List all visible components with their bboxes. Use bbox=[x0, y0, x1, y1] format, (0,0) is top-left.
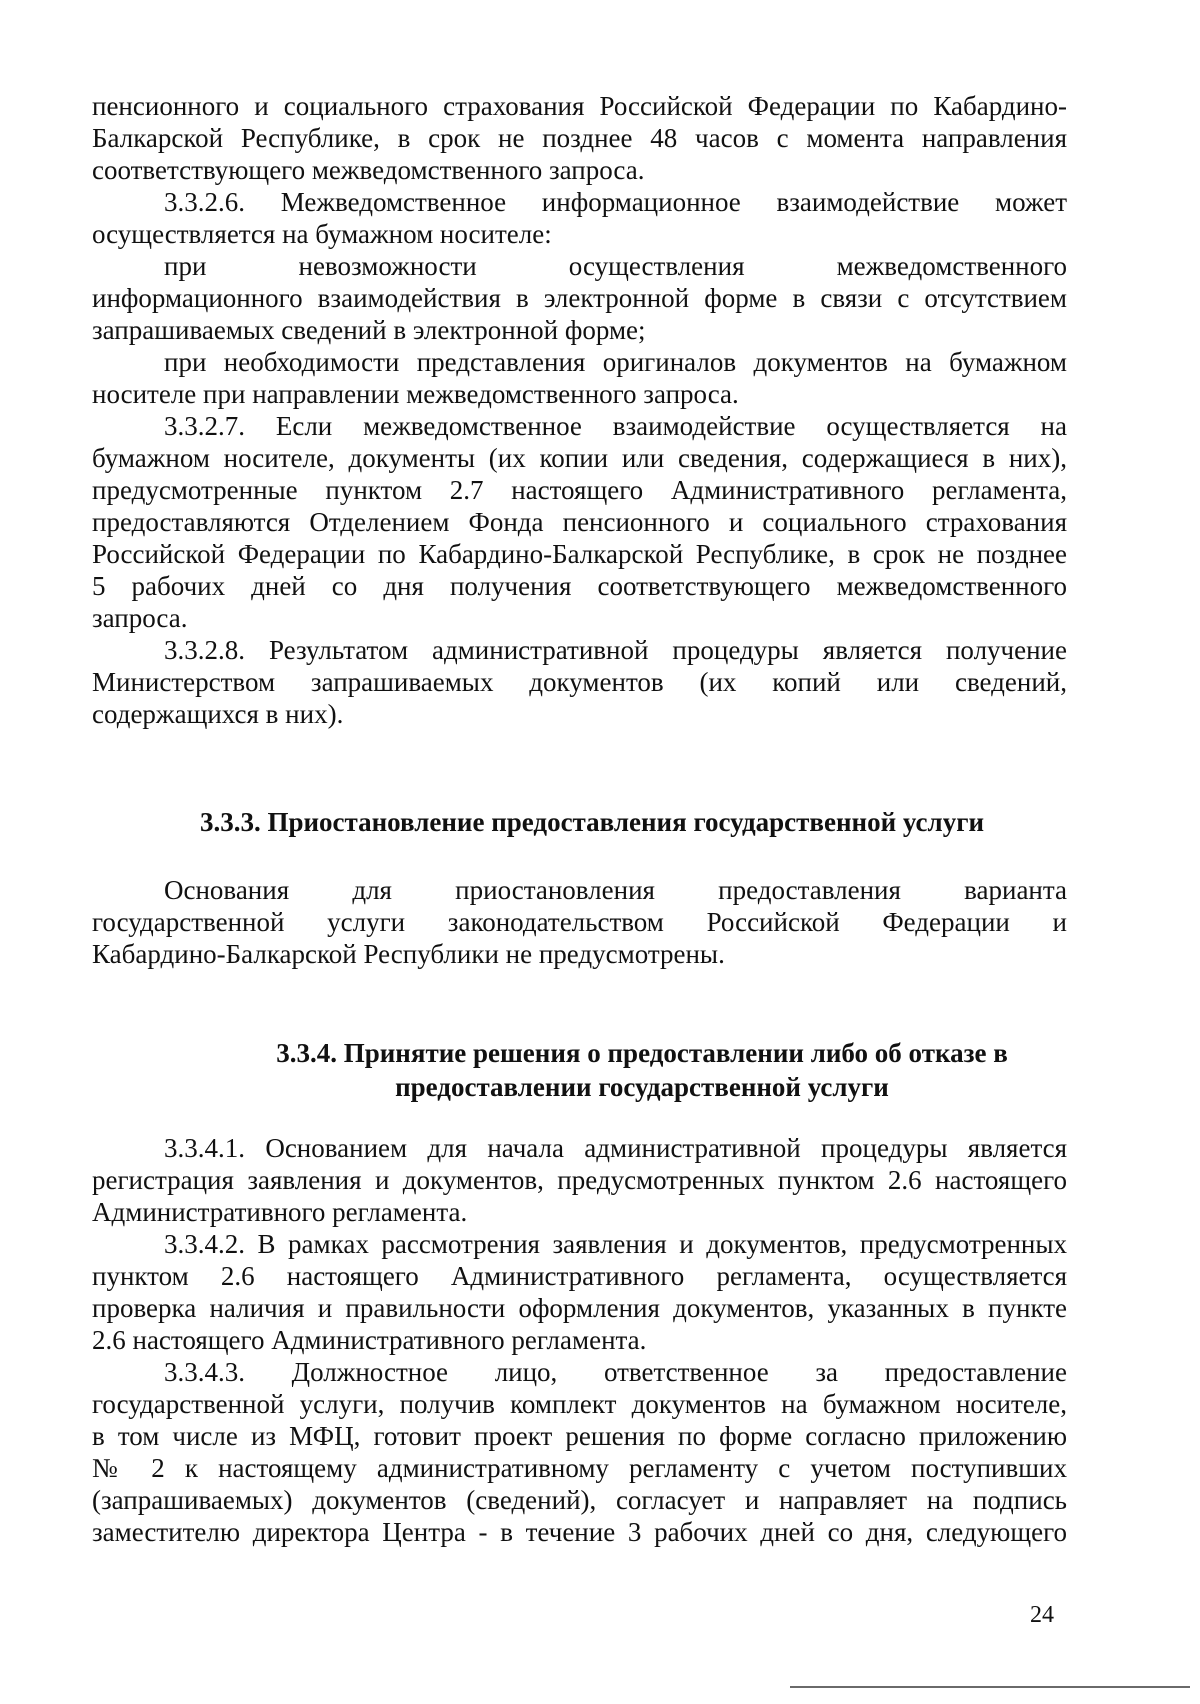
text-line: 2.6 настоящего Административного регламента. bbox=[92, 1325, 647, 1355]
text-line: запрашиваемых сведений в электронной форме; bbox=[92, 315, 646, 345]
text-line: Кабардино-Балкарской Республики не предусмотрены. bbox=[92, 939, 725, 969]
text-line: 3.3.4.1. Основанием для начала административной процедуры является bbox=[164, 1133, 1067, 1163]
text-line: (запрашиваемых) документов (сведений), согласует и направляет на подпись bbox=[92, 1485, 1067, 1515]
section-heading: 3.3.3. Приостановление предоставления государственной услуги bbox=[199, 807, 985, 837]
text-line: содержащихся в них). bbox=[92, 699, 344, 729]
text-line: запроса. bbox=[92, 603, 188, 633]
text-line: Основания для приостановления предоставления варианта bbox=[164, 875, 1067, 905]
text-line: соответствующего межведомственного запроса. bbox=[92, 155, 645, 185]
text-line: Административного регламента. bbox=[92, 1197, 468, 1227]
text-line: при невозможности осуществления межведомственного bbox=[164, 251, 1067, 281]
text-line: проверка наличия и правильности оформления документов, указанных в пункте bbox=[92, 1293, 1067, 1323]
text-line: заместителю директора Центра - в течение 3 рабочих дней со дня, следующего bbox=[92, 1517, 1067, 1547]
text-line: предоставляются Отделением Фонда пенсионного и социального страхования bbox=[92, 507, 1067, 537]
text-line: Министерством запрашиваемых документов (их копий или сведений, bbox=[92, 667, 1067, 697]
text-line: 3.3.2.6. Межведомственное информационное взаимодействие может bbox=[164, 187, 1067, 217]
text-line: 5 рабочих дней со дня получения соответствующего межведомственного bbox=[92, 571, 1067, 601]
text-line: предусмотренные пунктом 2.7 настоящего Административного регламента, bbox=[92, 475, 1067, 505]
text-line: № 2 к настоящему административному регламенту с учетом поступивших bbox=[92, 1453, 1067, 1483]
text-line: информационного взаимодействия в электронной форме в связи с отсутствием bbox=[92, 283, 1067, 313]
text-line: пенсионного и социального страхования Российской Федерации по Кабардино- bbox=[92, 91, 1067, 121]
text-line: пунктом 2.6 настоящего Административного регламента, осуществляется bbox=[92, 1261, 1067, 1291]
section-heading: 3.3.4. Принятие решения о предоставлении либо об отказе в bbox=[276, 1038, 1008, 1068]
text-line: осуществляется на бумажном носителе: bbox=[92, 219, 552, 249]
text-line: 3.3.2.7. Если межведомственное взаимодействие осуществляется на bbox=[164, 411, 1067, 441]
text-line: бумажном носителе, документы (их копии или сведения, содержащиеся в них), bbox=[92, 443, 1067, 473]
text-line: Балкарской Республике, в срок не позднее 48 часов с момента направления bbox=[92, 123, 1067, 153]
text-line: 3.3.4.2. В рамках рассмотрения заявления и документов, предусмотренных bbox=[164, 1229, 1067, 1259]
section-heading: предоставлении государственной услуги bbox=[395, 1072, 889, 1102]
text-line: при необходимости представления оригиналов документов на бумажном bbox=[164, 347, 1067, 377]
text-line: 3.3.2.8. Результатом административной процедуры является получение bbox=[164, 635, 1067, 665]
text-line: государственной услуги, получив комплект документов на бумажном носителе, bbox=[92, 1389, 1067, 1419]
text-line: Российской Федерации по Кабардино-Балкарской Республике, в срок не позднее bbox=[92, 539, 1067, 569]
text-line: регистрация заявления и документов, предусмотренных пунктом 2.6 настоящего bbox=[92, 1165, 1067, 1195]
text-line: 3.3.4.3. Должностное лицо, ответственное за предоставление bbox=[164, 1357, 1067, 1387]
text-line: в том числе из МФЦ, готовит проект решения по форме согласно приложению bbox=[92, 1421, 1067, 1451]
footer-rule bbox=[790, 1686, 1190, 1688]
text-line: государственной услуги законодательством Российской Федерации и bbox=[92, 907, 1067, 937]
text-line: носителе при направлении межведомственного запроса. bbox=[92, 379, 739, 409]
page-number: 24 bbox=[1030, 1602, 1054, 1628]
